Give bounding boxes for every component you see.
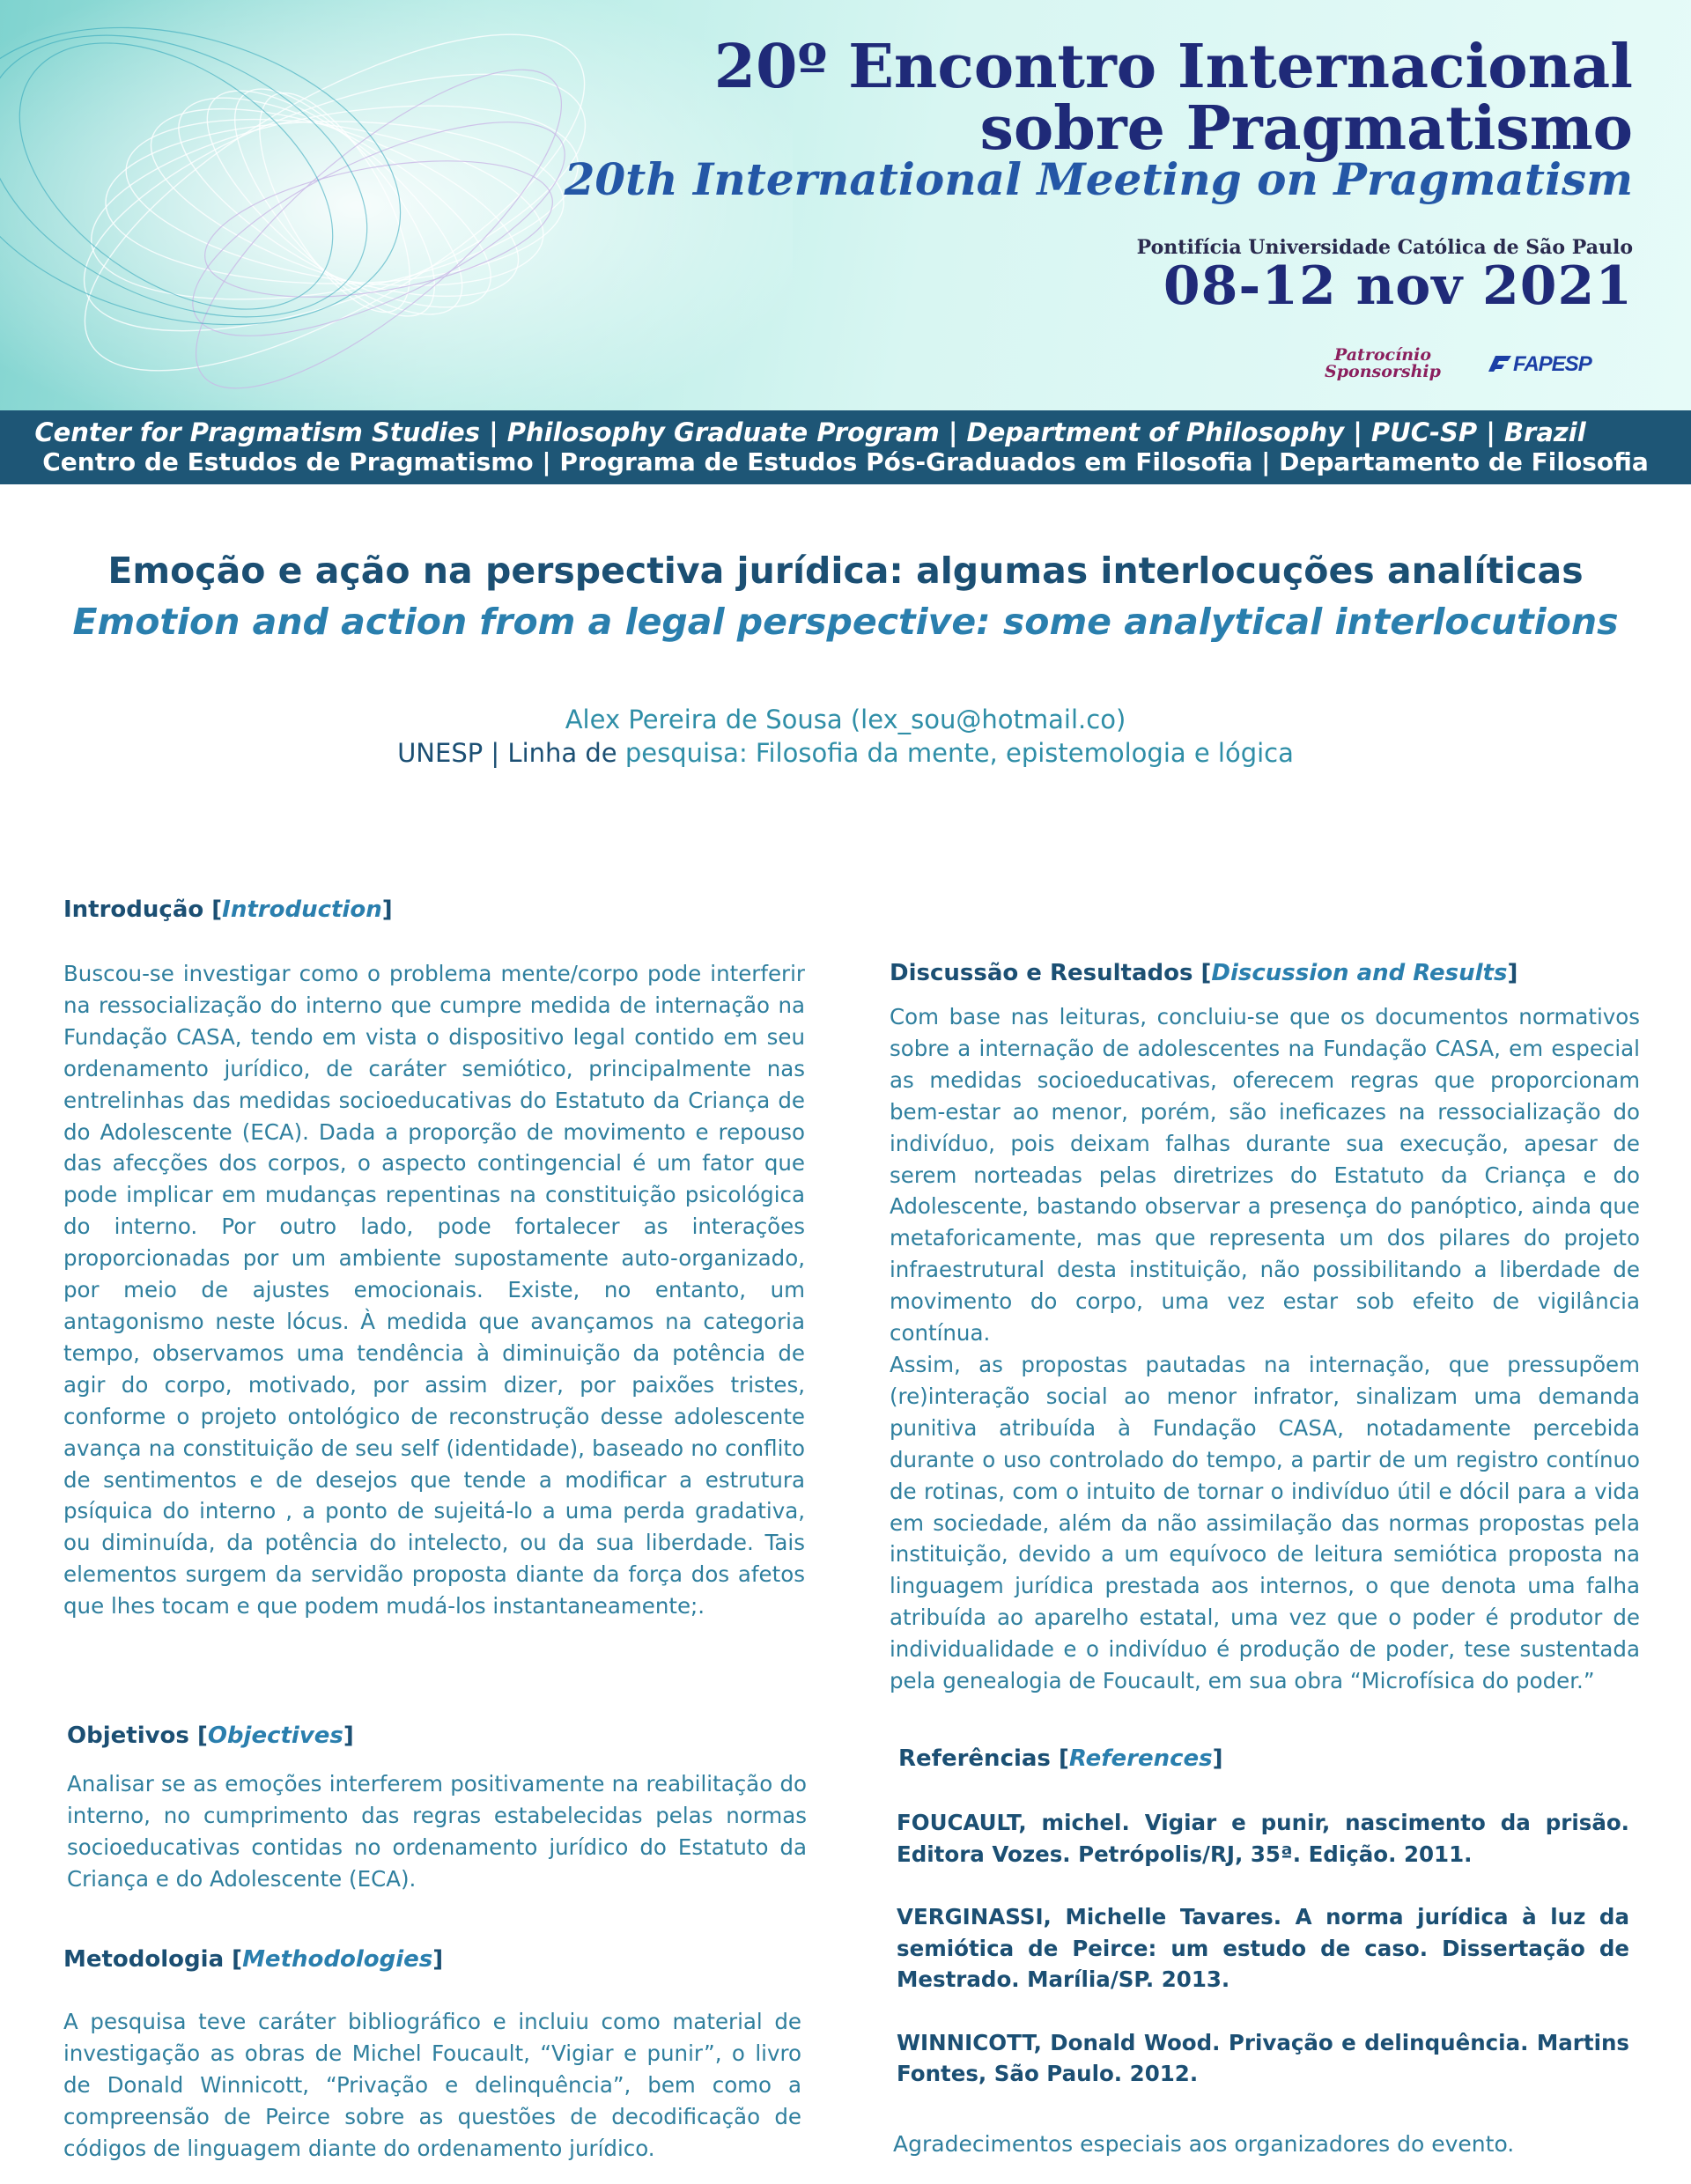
discussion-heading-pt: Discussão e Resultados [ — [890, 960, 1212, 986]
intro-heading — [63, 896, 393, 923]
references-heading-en: References — [1068, 1745, 1213, 1772]
banner-title-pt-line1: 20º Encontro Internacional — [713, 32, 1633, 102]
intro-text: Buscou-se investigar como o problema mente/corpo pode interferir na ressocialização do interno que cumpre medida de internação na Fundação CASA, tendo em vista o dispositivo legal contido em seu ordenamento jurídico, de caráter semiótico, principalmente nas entrelinhas das medidas socioeducativas do Estatuto da Criança de do Adolescente (ECA). Dada a proporção de movimento e repouso das afecções dos corpos, o aspecto contingencial é um fator que pode implicar em mudanças repentinas na constituição psicológica do interno. Por outro lado, pode fortalecer as interações proporcionadas por um ambiente supostamente auto-organizado, por meio de ajustes emocionais. Existe, no entanto, um antagonismo neste lócus. À medida que avançamos na categoria tempo, observamos uma tendência à diminuição da potência de agir do corpo, motivado, por assim dizer, por paixões tristes, conforme o projeto ontológico de reconstrução desse adolescente avança na constituição de seu self (identidade), baseado no conflito de sentimentos e de desejos que tende a modificar a estrutura psíquica do interno , a ponto de sujeitá-lo a uma perda gradativa, ou diminuída, da potência do intelecto, ou da sua liberdade. Tais elementos surgem da servidão proposta diante da força dos afetos que lhes tocam e que podem mudá-los instantaneamente;. — [63, 961, 805, 1620]
event-banner — [0, 0, 1691, 410]
institution-strip-pt: Centro de Estudos de Pragmatismo | Programa de Estudos Pós-Graduados em Filosofia | Departamento de Filosofia — [42, 447, 1649, 476]
fapesp-logo-text: FAPESP — [1513, 352, 1591, 376]
references-list — [897, 1807, 1629, 2121]
objectives-heading — [67, 1723, 354, 1749]
paper-title-en: Emotion and action from a legal perspective: some analytical interlocutions — [72, 601, 1619, 643]
paper-title-pt: Emoção e ação na perspectiva jurídica: algumas interlocuções analíticas — [107, 550, 1584, 592]
banner-dates: 08-12 nov 2021 — [1163, 255, 1633, 317]
banner-title-en: 20th International Meeting on Pragmatism — [564, 153, 1633, 205]
discussion-paragraph-2: Assim, as propostas pautadas na internação, que pressupõem (re)interação social ao menor infrator, sinalizam uma demanda punitiva atribuída à Fundação CASA, notadamente percebida durante o uso controlado do tempo, a partir de um registro contínuo de rotinas, com o intuito de tornar o indivíduo útil e dócil para a vida em sociedade, além da não assimilação das normas propostas pela instituição, devido a um equívoco de leitura semiótica proposta na linguagem jurídica prestada aos internos, o que denota uma falha atribuída ao aparelho estatal, uma vez que o poder é produtor de individualidade e o indivíduo é produção de poder, tese sustentada pela genealogia de Foucault, em sua obra “Microfísica do poder.” — [890, 1351, 1640, 1694]
methods-heading — [63, 1946, 443, 1973]
objectives-text: Analisar se as emoções interferem positivamente na reabilitação do interno, no cumprimento das regras estabelecidas pelas normas socioeducativas contidas no ordenamento jurídico do Estatuto da Criança e do Adolescente (ECA). — [67, 1771, 807, 1892]
methods-heading-pt: Metodologia [ — [63, 1946, 243, 1973]
author-line: Alex Pereira de Sousa (lex_sou@hotmail.co) — [565, 705, 1126, 734]
methods-text: A pesquisa teve caráter bibliográfico e incluiu como material de investigação as obras de Michel Foucault, “Vigiar e punir”, o livro de Donald Winnicott, “Privação e delinquência”, bem como a compreensão de Peirce sobre as questões de decodificação de códigos de linguagem diante do ordenamento jurídico. — [63, 2009, 801, 2161]
affiliation-org: UNESP | Linha de — [397, 738, 617, 768]
fapesp-logo — [1487, 352, 1591, 377]
discussion-text — [890, 1001, 1640, 1697]
discussion-heading-en: Discussion and Results — [1211, 960, 1508, 986]
objectives-heading-en: Objectives — [207, 1723, 343, 1749]
references-heading — [898, 1745, 1223, 1772]
methods-heading-en: Methodologies — [242, 1946, 433, 1973]
fapesp-mark-icon — [1487, 354, 1513, 373]
acknowledgement: Agradecimentos especiais aos organizadores do evento. — [893, 2131, 1515, 2157]
affiliation-research-line: pesquisa: Filosofia da mente, epistemologia e lógica — [617, 738, 1294, 768]
affiliation-line — [0, 738, 1691, 768]
references-heading-close: ] — [1212, 1745, 1223, 1772]
reference-item: WINNICOTT, Donald Wood. Privação e delinquência. Martins Fontes, São Paulo. 2012. — [897, 2029, 1629, 2086]
reference-item: VERGINASSI, Michelle Tavares. A norma jurídica à luz da semiótica de Peirce: um estudo de caso. Dissertação de Mestrado. Marília/SP. 2013. — [897, 1904, 1629, 1992]
intro-heading-close: ] — [381, 896, 393, 923]
reference-item: FOUCAULT, michel. Vigiar e punir, nascimento da prisão. Editora Vozes. Petrópolis/RJ, 35ª. Edição. 2011. — [897, 1810, 1629, 1867]
banner-title-pt-line2: sobre Pragmatismo — [979, 93, 1633, 164]
discussion-heading — [890, 960, 1517, 986]
sponsorship-label: Patrocínio Sponsorship — [1325, 345, 1441, 381]
banner-university: Pontifícia Universidade Católica de São Paulo — [1136, 236, 1633, 259]
institution-strip-en: Center for Pragmatism Studies | Philosophy Graduate Program | Department of Philosophy | PUC-SP | Brazil — [34, 417, 1586, 447]
objectives-heading-pt: Objetivos [ — [67, 1723, 208, 1749]
methods-heading-close: ] — [432, 1946, 444, 1973]
discussion-paragraph-1: Com base nas leituras, concluiu-se que os documentos normativos sobre a internação de adolescentes na Fundação CASA, em especial as medidas socioeducativas, oferecem regras que proporcionam bem-estar ao menor, porém, são ineficazes na ressocialização do indivíduo, pois deixam falhas durante sua execução, apesar de serem norteadas pelas diretrizes do Estatuto da Criança e do Adolescente, bastando observar a presença do panóptico, ainda que metaforicamente, mas que representa um dos pilares do projeto infraestrutural desta instituição, não possibilitando a liberdade de movimento do corpo, uma vez estar sob efeito de vigilância contínua. — [890, 1004, 1640, 1347]
intro-heading-pt: Introdução [ — [63, 896, 223, 923]
objectives-heading-close: ] — [343, 1723, 354, 1749]
discussion-heading-close: ] — [1507, 960, 1518, 986]
swirl-graphic — [0, 0, 793, 410]
references-heading-pt: Referências [ — [898, 1745, 1069, 1772]
intro-heading-en: Introduction — [222, 896, 382, 923]
